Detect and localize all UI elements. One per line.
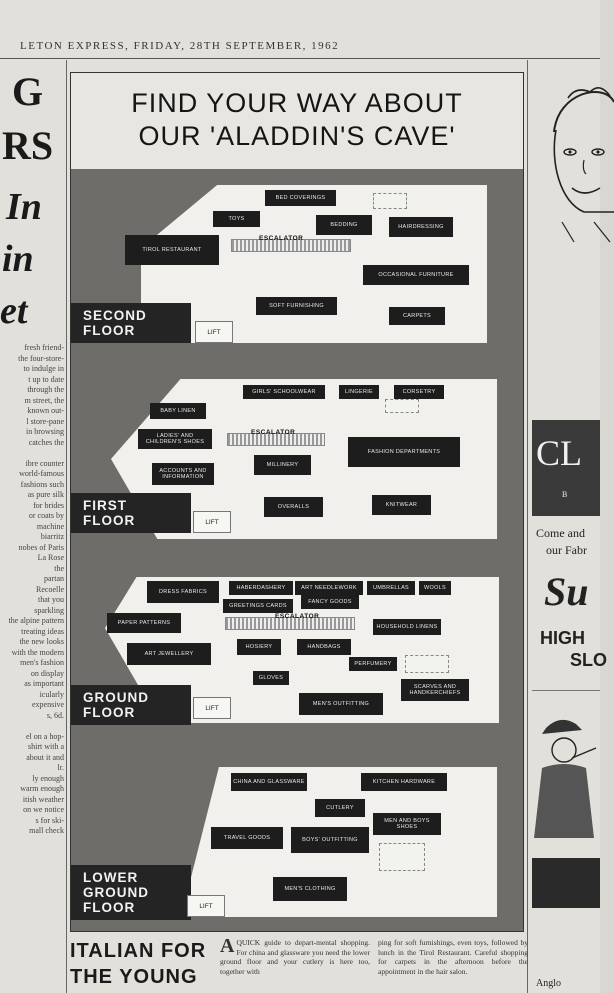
dept-umbrellas: UMBRELLAS — [367, 581, 415, 595]
top-rule — [0, 58, 600, 59]
ad-title: CL — [536, 433, 583, 473]
ad-line-1: Come and — [536, 526, 585, 540]
ad-script: Su — [544, 569, 589, 614]
dept-dress-fabrics: DRESS FABRICS — [147, 581, 219, 603]
feature-headline — [71, 87, 523, 153]
dept-baby-linen: BABY LINEN — [150, 403, 206, 419]
bottom-headline: ITALIAN FOR THE YOUNG — [70, 940, 207, 988]
lower-ground-floor — [71, 753, 523, 929]
dept-millinery: MILLINERY — [254, 455, 311, 475]
dept-men-boys-shoes: MEN AND BOYS SHOES — [373, 813, 441, 835]
dept-gloves: GLOVES — [253, 671, 289, 685]
dept-overalls: OVERALLS — [264, 497, 323, 517]
left-headline-1: G — [12, 69, 44, 114]
dept-handbags: HANDBAGS — [297, 639, 351, 655]
bottom-para-1: QUICK guide to depart-mental shopping. For china and glassware you need the lower ground floor and your cutlery is here too, together with — [220, 938, 370, 976]
dept-fancy-goods: FANCY GOODS — [301, 595, 359, 609]
dept-lingerie: LINGERIE — [339, 385, 379, 399]
right-bottom-caption: Anglo — [536, 978, 561, 989]
dept-art-jewellery: HOUSEHOLD LINENS — [373, 619, 441, 635]
lower-floor-stair — [379, 843, 425, 871]
dept-haberdashery: HABERDASHERY — [229, 581, 293, 595]
ad-sub: B — [562, 490, 568, 499]
headline-line-1: FIND YOUR WAY ABOUT — [131, 88, 463, 118]
policeman-illustration — [532, 708, 600, 908]
dept-corsetry: CORSETRY — [394, 385, 444, 399]
store-guide-feature — [70, 72, 524, 932]
dept-knitwear: KNITWEAR — [372, 495, 431, 515]
ground-floor-stair — [405, 655, 449, 673]
left-body-text: fresh friend- the four-store- to indulge in t up to date through the m street, the known out- l store-pane in browsing catches the ibre counter world-famous fashions such as pure silk for brides or coats by machine biarritz nobes of Paris La Rose the partan Recoelle that you sparkling the alpine pattern treating ideas the new looks with the modern men's fashion on display as important icularly expensive s, 6d. el on a hop- shirt with a about it and lr. ly enough warm enough itish weather on we notice s for ski- mall check — [8, 343, 64, 835]
first-floor-label: FIRST FLOOR — [71, 493, 191, 533]
dept-soft-furnishing: SOFT FURNISHING — [256, 297, 337, 315]
escalator-label-ground: ESCALATOR — [275, 613, 320, 620]
left-italic-2: in — [2, 238, 34, 280]
dept-hairdressing: HAIRDRESSING — [389, 217, 453, 237]
dept-mens-outfitting: MEN'S OUTFITTING — [299, 693, 383, 715]
right-rule — [532, 690, 600, 691]
escalator-label-first: ESCALATOR — [251, 429, 296, 436]
dept-tirol-restaurant: TIROL RESTAURANT — [125, 235, 219, 265]
first-floor-lift: LIFT — [193, 511, 231, 533]
dropcap: A — [220, 935, 235, 957]
dept-travel-goods: TRAVEL GOODS — [211, 827, 283, 849]
floor-plan-illustration — [71, 169, 523, 931]
dept-art-needlework: ART NEEDLEWORK — [295, 581, 363, 595]
second-floor-label: SECOND FLOOR — [71, 303, 191, 343]
dept-wools: WOOLS — [419, 581, 451, 595]
bottom-article-col2: ping for soft furnishings, even toys, followed by lunch in the Tirol Restaurant. Careful shopping for carpets in the afternoon before the appointment in the hair salon. — [378, 938, 528, 976]
dept-paper-patterns: PAPER PATTERNS — [107, 613, 181, 633]
second-floor-lift: LIFT — [195, 321, 233, 343]
first-floor — [71, 369, 523, 559]
dept-ladies-childrens-shoes: LADIES' AND CHILDREN'S SHOES — [138, 429, 212, 449]
dept-mens-clothing: MEN'S CLOTHING — [273, 877, 347, 901]
lower-floor-lift: LIFT — [187, 895, 225, 917]
dept-toys: TOYS — [213, 211, 260, 227]
masthead-text: LETON EXPRESS, FRIDAY, 28TH SEPTEMBER, 1962 — [20, 40, 340, 52]
left-italic-1: In — [6, 186, 42, 228]
dept-china-glassware: CHINA AND GLASSWARE — [231, 773, 307, 791]
dept-cutlery: CUTLERY — [315, 799, 365, 817]
dept-perfumery: PERFUMERY — [349, 657, 397, 671]
bottom-article — [70, 934, 530, 993]
left-column — [0, 60, 64, 993]
boy-face-illustration — [544, 72, 614, 242]
dept-hosiery: HOSIERY — [237, 639, 281, 655]
first-floor-stair — [385, 399, 419, 413]
ground-floor-lift: LIFT — [193, 697, 231, 719]
dept-accounts-information: ACCOUNTS AND INFORMATION — [152, 463, 214, 485]
ad-bold-2: SLO — [570, 650, 608, 670]
fabric-ad-banner — [532, 420, 600, 516]
dept-bed-coverings: BED COVERINGS — [265, 190, 336, 206]
second-floor-stair — [373, 193, 407, 209]
masthead — [0, 34, 600, 56]
left-italic-3: et — [0, 290, 28, 332]
ad-bold-1: HIGH — [540, 628, 585, 648]
left-headline-2: RS — [2, 123, 54, 168]
dept-carpets: CARPETS — [389, 307, 445, 325]
right-column — [530, 60, 608, 993]
lower-ground-floor-label: LOWER GROUND FLOOR — [71, 865, 191, 920]
dept-bedding: BEDDING — [316, 215, 372, 235]
ground-floor-label: GROUND FLOOR — [71, 685, 191, 725]
dept-girls-schoolwear: GIRLS' SCHOOLWEAR — [243, 385, 325, 399]
second-floor — [71, 169, 523, 359]
dept-kitchen-hardware: KITCHEN HARDWARE — [361, 773, 447, 791]
headline-line-2: OUR 'ALADDIN'S CAVE' — [138, 121, 456, 151]
dept-occasional-furniture: OCCASIONAL FURNITURE — [363, 265, 469, 285]
escalator-label-second: ESCALATOR — [259, 235, 304, 242]
right-divider — [527, 60, 528, 993]
dept-scarves-handkerchiefs: SCARVES AND HANDKERCHIEFS — [401, 679, 469, 701]
dept-greetings-cards: GREETINGS CARDS — [223, 599, 293, 613]
dept-boys-outfitting: BOYS' OUTFITTING — [291, 827, 369, 853]
ad-line-2: our Fabr — [546, 543, 587, 557]
ground-floor — [71, 561, 523, 731]
left-divider — [66, 60, 67, 993]
dept-household-linens: ART JEWELLERY — [127, 643, 211, 665]
bottom-article-col1 — [220, 935, 370, 976]
dept-fashion-departments: FASHION DEPARTMENTS — [348, 437, 460, 467]
